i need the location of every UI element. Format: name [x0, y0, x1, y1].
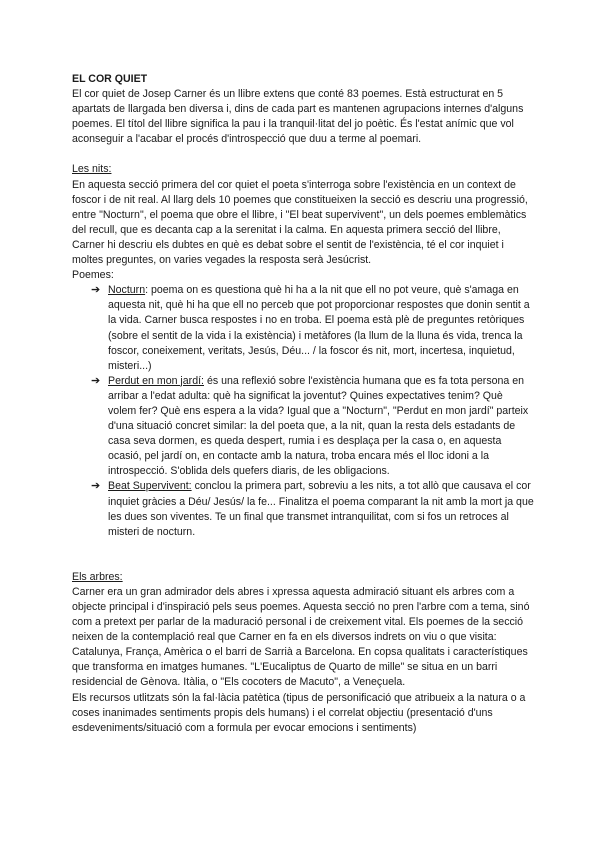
list-item	[72, 479, 534, 539]
poems-list	[72, 283, 534, 540]
poem-title-perdut-en-mon-jardi: Perdut en mon jardí:	[108, 374, 204, 387]
poem-description: : poema on es questiona què hi ha a la nit que ell no pot veure, què s'amaga en aquesta nit, què hi ha que ell no perceb que pot proporcionar respostes que donin sentit a la vida. Carner busca respostes i no en troba. El poema està plè de preguntes retòriques (sobre el sentit de la vida i la existència) i metàfores (la llum de la lluna és vida, trenca la foscor, coneixement, veritats, Jesús, Déu... / la foscor és nit, mort, incertesa, inquietud, misteri...)	[108, 284, 530, 372]
arrow-icon: ➔	[91, 284, 101, 297]
list-item	[72, 374, 534, 480]
arrow-icon: ➔	[91, 480, 101, 493]
els-arbres-paragraph: Carner era un gran admirador dels abres i xpressa aquesta admiració situant els arbres com a objecte principal i d'inspiració pels seus poemes. Aquesta secció no pren l'arbre com a tema, sinó com a pretext per parlar de la maduració personal i de creixement vital. Els poemes de la secció neixen de la contemplació real que Carner en fa en els diversos indrets on viu o que visita: Catalunya, França, Amèrica o el barri de Sarrià a Barcelona. En copsa qualitats i característiques que transforma en imatges humanes. "L'Eucaliptus de Quarto de mille" se situa en un barri residencial de Gènova. Itàlia, o "Els cocoters de Macuto", a Veneçuela.	[72, 585, 530, 689]
els-arbres-resources-paragraph: Els recursos utlitzats són la fal·làcia patètica (tipus de personificació que atribueix a la natura o a coses inanimades sentiments propis dels humans) i el correlat objectiu (presentació d'uns esdeveniments/situació com a formula per evocar emocions i sentiments)	[72, 691, 526, 734]
intro-paragraph: El cor quiet de Josep Carner és un llibre extens que conté 83 poemes. Està estructurat en 5 apartats de llargada ben diversa i, dins de cada part es mantenen agrupacions internes d'alguns poemes. El títol del llibre significa la pau i la tranquil·litat del jo poètic. És l'estat anímic que vol aconseguir a l'acabar el procés d'introspecció que duu a terme al poemari.	[72, 88, 524, 146]
list-item	[72, 283, 534, 374]
arrow-icon: ➔	[91, 374, 101, 387]
les-nits-paragraph: En aquesta secció primera del cor quiet el poeta s'interroga sobre l'existència en un context de foscor i de nit real. Al llarg dels 10 poemes que constitueixen la secció es descriu una progressió, entre "Nocturn", el poema que obre el llibre, i "El beat supervivent", un dels poemes emblemàtics del recull, que es decanta cap a la serenitat i la calma. En aquesta primera secció del llibre, Carner hi descriu els dubtes en què es debat sobre el sentit de l'existència, té el cor inquiet i moltes preguntes, on varies vegades la resposta serà Jesúcrist.	[72, 178, 528, 267]
poem-description: és una reflexió sobre l'existència humana que es fa tota persona en arribar a l'edat adulta: què ha significat la joventut? Quines expectatives tenim? Què volem fer? Què ens espera a la vida? Igual que a "Nocturn", "Perdut en mon jardí" parteix d'una situació concret similar: la del poeta que, a la nit, quan la resta dels estadants de casa seva dormen, es queda despert, rumia i es desplaça per la casa o, en aquesta ocasió, pel jardí on, en contacte amb la natura, troba encara més el lloc idoni a la introspecció. S'oblida dels quefers diaris, de les obligacions.	[108, 374, 529, 478]
poem-title-nocturn: Nocturn	[108, 284, 146, 297]
document-page	[72, 72, 534, 736]
document-title: EL COR QUIET	[72, 73, 148, 85]
poems-label: Poemes:	[72, 269, 114, 282]
section-heading-les-nits: Les nits:	[72, 163, 112, 176]
section-heading-els-arbres: Els arbres:	[72, 570, 123, 583]
poem-description: conclou la primera part, sobreviu a les nits, a tot allò que causava el cor inquiet gràcies a Déu/ Jesús/ la fe... Finalitza el poema comparant la nit amb la mort ja que les dues son viventes. Te un final que transmet intranquilitat, com si fos un retroces al misteri de nocturn.	[108, 480, 534, 538]
poem-title-beat-supervivent: Beat Supervivent:	[108, 480, 192, 493]
